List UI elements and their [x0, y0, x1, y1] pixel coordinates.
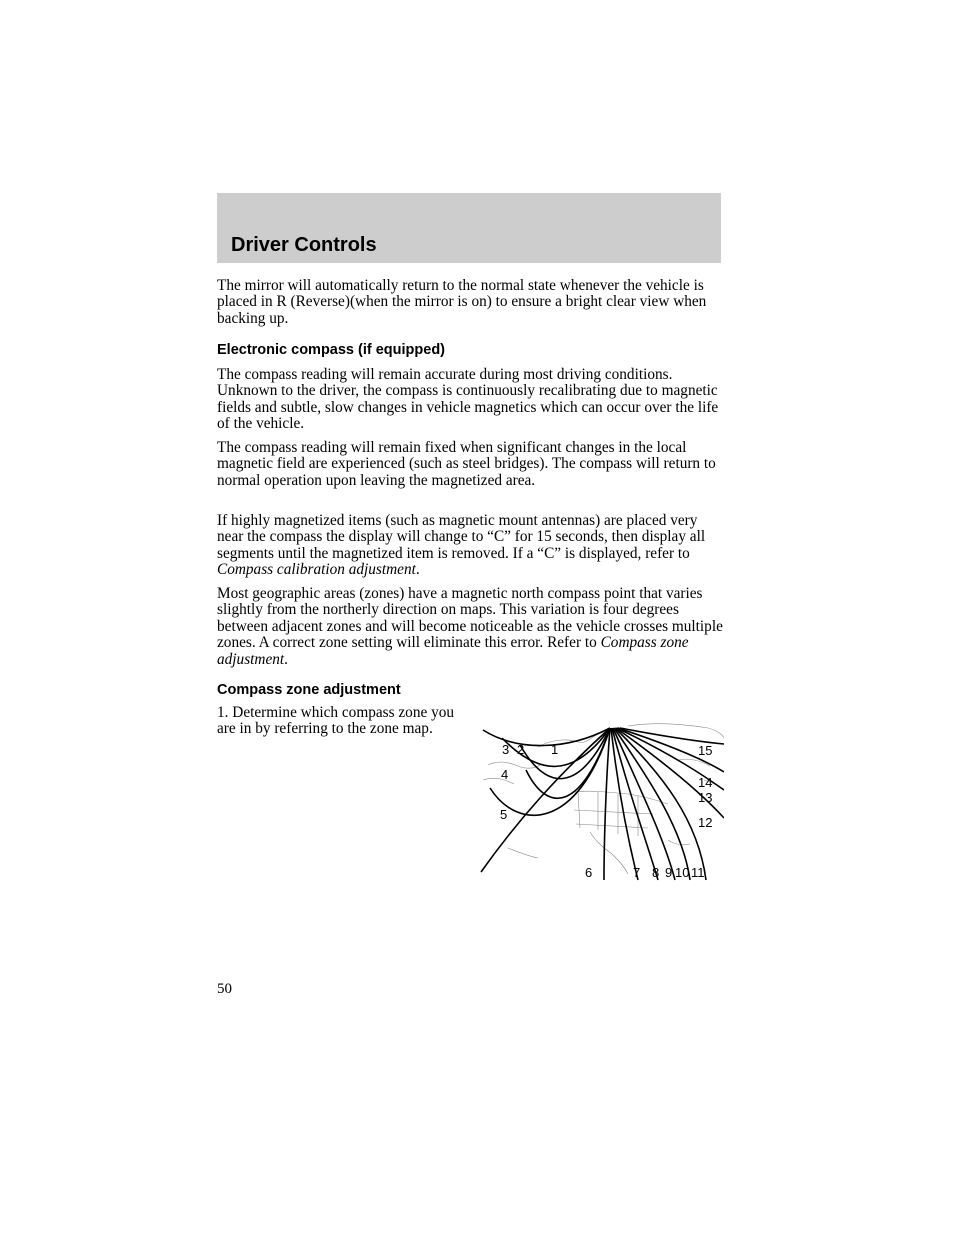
compass-zone-map [478, 720, 724, 882]
zones-paragraph [217, 586, 725, 668]
zone-label-12: 12 [698, 815, 713, 830]
zone-label-4: 4 [501, 767, 509, 782]
zone-adjustment-reference: Compass zone adjustment [217, 634, 689, 668]
mirror-paragraph: The mirror will automatically return to the normal state whenever the vehicle is placed in R (Reverse)(when the mirror is on) to ensure a bright clear view when backing up. [217, 277, 707, 327]
zone-label-13: 13 [698, 790, 713, 805]
zone-label-3: 3 [502, 742, 510, 757]
zone-label-8: 8 [652, 865, 660, 880]
compass-fixed-paragraph: The compass reading will remain fixed when significant changes in the local magnetic field are experienced (such as steel bridges). The compass will return to normal operation upon leaving the magnetized area. [217, 439, 716, 489]
zone-label-14: 14 [698, 775, 713, 790]
compass-accuracy-paragraph: The compass reading will remain accurate during most driving conditions. Unknown to the driver, the compass is continuously recalibrating due to magnetic fields and subtle, slow changes in vehicle magnetics which can occur over the life of the vehicle. [217, 366, 719, 433]
compass-subheading: Electronic compass (if equipped) [217, 342, 446, 358]
zone-label-1: 1 [551, 742, 559, 757]
compass-magnetized-paragraph [217, 513, 725, 579]
magnetized-text-end: . [415, 561, 420, 579]
zones-text-end: . [284, 650, 288, 668]
zone-label-2: 2 [517, 742, 525, 757]
calibration-reference: Compass calibration adjustment [217, 561, 416, 579]
step-1-text: 1. Determine which compass zone you are in by referring to the zone map. [217, 704, 455, 738]
section-title: Driver Controls [231, 234, 377, 256]
zones-text: Most geographic areas (zones) have a magnetic north compass point that varies slightly from the northerly direction on maps. This variation is four degrees between adjacent zones and will become noticeable as the vehicle crosses multiple zones. A correct zone setting will eliminate this error. Refer to [217, 585, 723, 652]
zone-label-11: 11 [691, 865, 705, 880]
section-header-band [217, 193, 721, 263]
magnetized-text: If highly magnetized items (such as magnetic mount antennas) are placed very near the compass the display will change to “C” for 15 seconds, then display all segments until the magnetized item is removed. If a “C” is displayed, refer to [217, 512, 706, 562]
zone-label-5: 5 [500, 807, 508, 822]
zone-label-6: 6 [585, 865, 593, 880]
zone-adjustment-subheading: Compass zone adjustment [217, 682, 401, 698]
page-number: 50 [217, 981, 232, 997]
zone-label-9: 9 [665, 865, 673, 880]
zone-label-7: 7 [633, 865, 641, 880]
zone-label-10: 10 [675, 865, 690, 880]
zone-label-15: 15 [698, 743, 713, 758]
